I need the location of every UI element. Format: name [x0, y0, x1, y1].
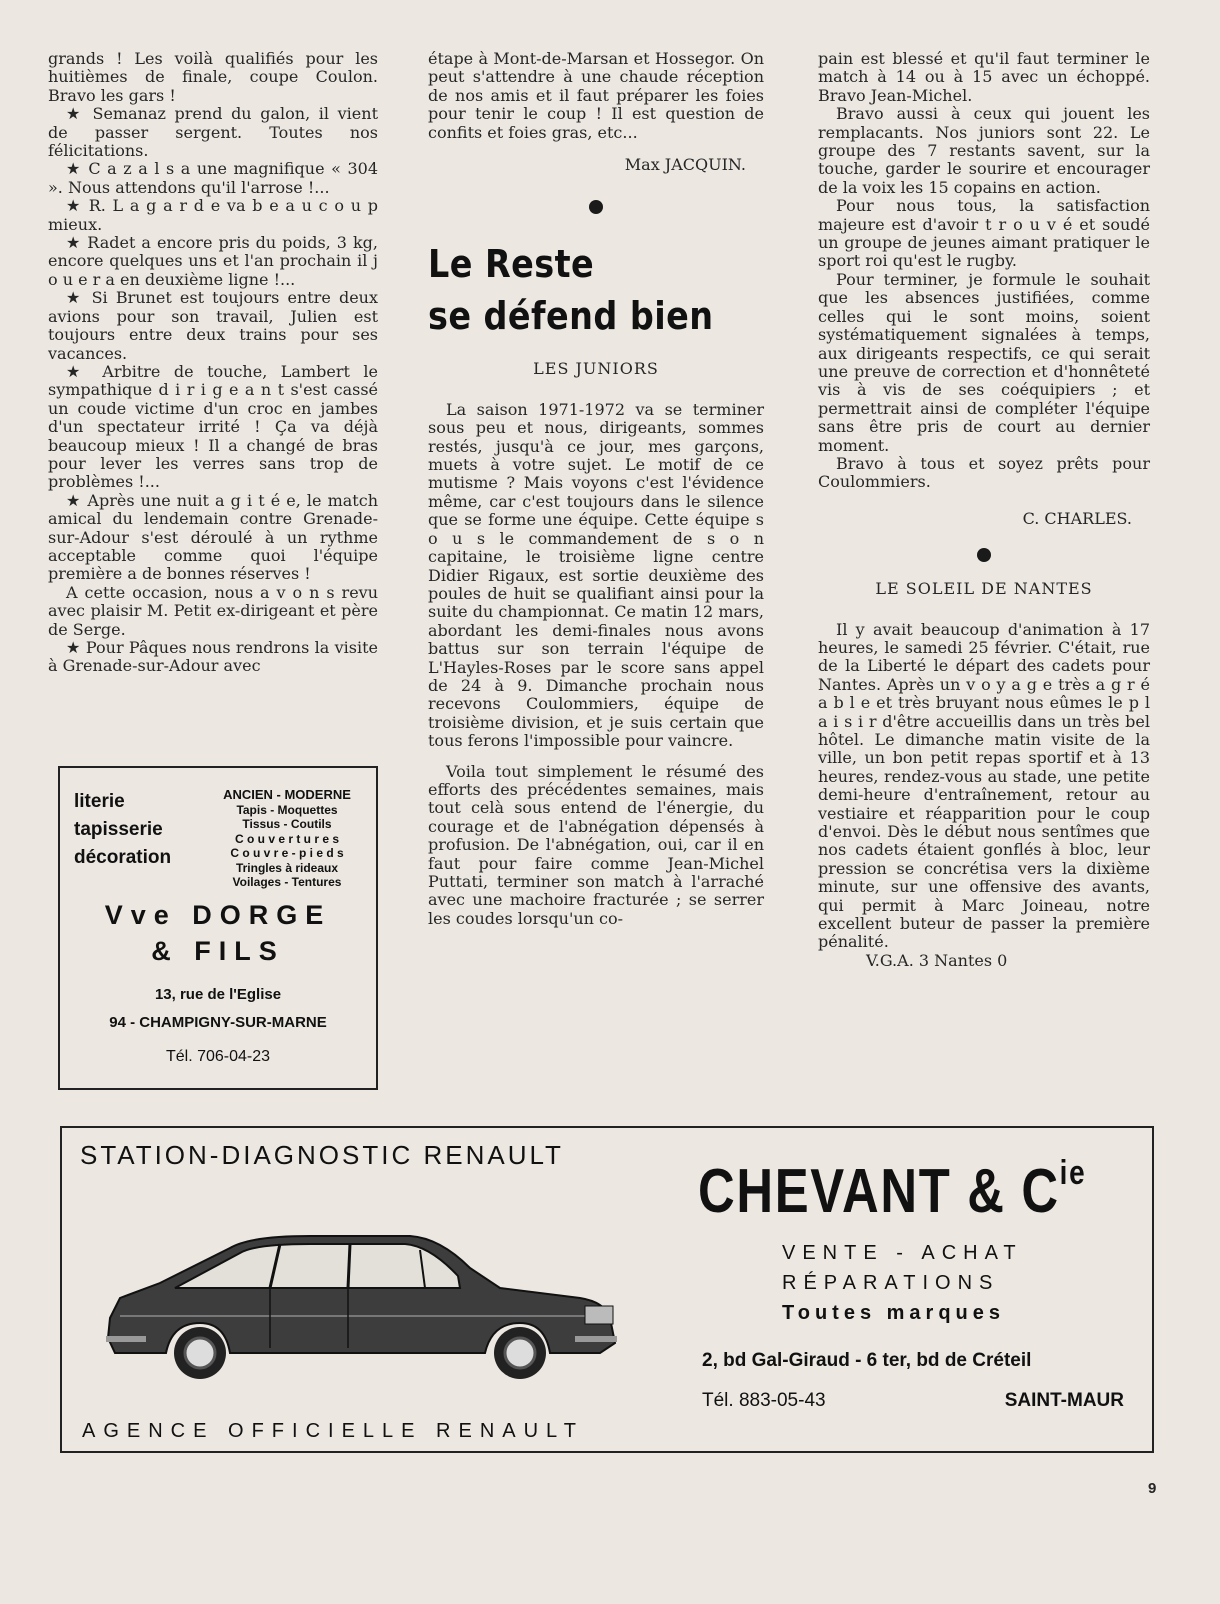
- col3-paragraph: pain est blessé et qu'il faut terminer le match à 14 ou à 15 avec un échoppé. Bravo Jean-Michel.: [818, 49, 1150, 105]
- headline-line-1: Le Reste: [428, 242, 595, 287]
- subhead-nantes: LE SOLEIL DE NANTES: [875, 579, 1093, 599]
- service-vente-achat: VENTE - ACHAT: [782, 1242, 1023, 1264]
- col2-paragraph: La saison 1971-1972 va se terminer sous peu et nous, dirigeants, sommes restés, jusqu'à ce jour, mes garçons, muets à votre sujet. Le motif de ce mutisme ? Mais voyons c'est l'évidence même, car c'est toujours dans le silence que se forme une équipe. Cette équipe s o u s le commandement de s o n capitaine, le troisième ligne centre Didier Rigaux, est sortie deuxième des poules de huit se qualifiant ainsi pour la suite du championnat. Ce matin 12 mars, abordant les demi-finales nous avons battus sur son terrain l'équipe de L'Hayles-Roses par le score sans appel de 24 à 9. Dimanche prochain nous recevons Coulommiers, équipe de troisième division, et je suis certain que tous ferons l'impossible pour vaincre.: [428, 399, 764, 751]
- col1-paragraph: ★ Après une nuit a g i t é e, le match amical du lendemain contre Grenade-sur-Adour s'est déroulé à un rythme acceptable comme quoi l'équipe première a de bonnes réserves !: [48, 490, 378, 584]
- headline-line-2: se défend bien: [428, 294, 714, 339]
- col1-paragraph: ★ Semanaz prend du galon, il vient de passer sergent. Toutes nos félicitations.: [48, 104, 378, 161]
- service-toutes-marques: Toutes marques: [782, 1302, 1005, 1324]
- col1-paragraph: ★ Radet a encore pris du poids, 3 kg, encore quelques uns et l'an prochain il j o u e r a en deuxième ligne !...: [48, 233, 378, 289]
- ad-company-name: CHEVANT & $C^{ie}$: [698, 1154, 1087, 1226]
- ad-dorge-city: 94 - CHAMPIGNY-SUR-MARNE: [109, 1014, 327, 1031]
- product-line: Voilages - Tentures: [232, 875, 342, 889]
- service-reparations: RÉPARATIONS: [782, 1272, 1000, 1294]
- match-score: V.G.A. 3 Nantes 0: [866, 950, 1008, 970]
- col2-paragraph: Voila tout simplement le résumé des efforts des précédentes semaines, mais tout celà sous entend de l'énergie, du courage et de l'abnégation dépensés à profusion. De l'abnégation, oui, car il en faut pour faire comme Jean-Michel Puttati, terminer son match à l'arraché avec une machoire fracturée ; se serrer les coudes lorsqu'un co-: [428, 761, 764, 928]
- col1-paragraph: ★ Arbitre de touche, Lambert le sympathique d i r i g e a n t s'est cassé un coude victime d'un croc en jambes d'un spectateur irrité ! Ça va déjà beaucoup mieux ! Il a changé de bras pour lever les verres sans trop de problèmes !...: [48, 361, 378, 492]
- product-line: Tringles à rideaux: [235, 860, 339, 875]
- col1-paragraph: ★ R. L a g a r d e va b e a u c o u p mieux.: [48, 196, 378, 234]
- subhead-juniors: LES JUNIORS: [533, 359, 659, 379]
- ad-dorge-categories: [74, 788, 171, 872]
- col3-paragraph: Bravo aussi à ceux qui jouent les remplacants. Nos juniors sont 22. Le groupe des 7 restants savent, sur la touche, garder le sourire et encourager de la voix les 15 copains en action.: [818, 104, 1150, 197]
- page-number: 9: [1148, 1480, 1157, 1497]
- section-bullet: [589, 200, 603, 214]
- column-1: [48, 50, 378, 676]
- category-literie: literie: [74, 791, 125, 812]
- ad-dorge-name: Vve DORGE: [104, 900, 332, 930]
- col2-intro: étape à Mont-de-Marsan et Hossegor. On peut s'attendre à une chaude réception de nos amis et il faut préparer les foies pour tenir le coup ! Il est question de confits et foies gras, etc...: [428, 49, 764, 142]
- ad-dorge-products: [212, 788, 362, 890]
- article-headline: [428, 238, 724, 342]
- ad-dorge-address: 13, rue de l'Eglise: [154, 986, 282, 1003]
- section-bullet: [977, 548, 991, 562]
- ad-renault-chevant: [60, 1126, 1154, 1453]
- category-tapisserie: tapisserie: [74, 819, 163, 840]
- ad-dorge-phone: Tél. 706-04-23: [165, 1048, 271, 1065]
- ad-renault-phone: Tél. 883-05-43: [702, 1390, 826, 1411]
- product-line: Tapis - Moquettes: [236, 802, 338, 817]
- renault-car-illustration: [80, 1188, 640, 1388]
- signature-jacquin: Max JACQUIN.: [624, 155, 746, 175]
- col1-paragraph: A cette occasion, nous a v o n s revu avec plaisir M. Petit ex-dirigeant et père de Serge.: [48, 582, 378, 639]
- col3-paragraph: Il y avait beaucoup d'animation à 17 heures, le samedi 25 février. C'était, rue de la Liberté le départ des cadets pour Nantes. Après un v o y a g e très a g r é a b l e et très bruyant nous eûmes le p l a i s i r d'être accueillis dans un très bel hôtel. Le dimanche matin visite de la ville, un bon petit repas sportif et à 13 heures, rendez-vous au stade, une petite demi-heure d'entraînement, retour au vestiaire et réapparition pour le coup d'envoi. Dès le début nous sentîmes que nos cadets étaient gonflés à bloc, leur pression se concrétisa vers la dixième minute, sur une offensive des avants, qui permit à Marc Joineau, notre excellent buteur de passer la première pénalité.: [818, 619, 1150, 952]
- signature-charles: C. CHARLES.: [1022, 508, 1132, 528]
- ad-station-title: STATION-DIAGNOSTIC RENAULT: [80, 1140, 564, 1170]
- col1-paragraph: ★ C a z a l s a une magnifique « 304 ». Nous attendons qu'il l'arrose !...: [48, 159, 378, 197]
- col1-paragraph: ★ Pour Pâques nous rendrons la visite à Grenade-sur-Adour avec: [48, 638, 378, 676]
- col1-paragraph: ★ Si Brunet est toujours entre deux avions pour son travail, Julien est toujours entre deux trains pour ses vacances.: [48, 288, 378, 363]
- ad-dorge-fils: & FILS: [151, 936, 285, 966]
- product-line: Tissus - Coutils: [242, 817, 332, 831]
- product-line: ANCIEN - MODERNE: [223, 787, 351, 802]
- ad-renault-address: 2, bd Gal-Giraud - 6 ter, bd de Créteil: [702, 1350, 1032, 1371]
- category-decoration: décoration: [74, 847, 172, 868]
- column-3: [818, 50, 1150, 970]
- col3-paragraph: Pour nous tous, la satisfaction majeure est d'avoir t r o u v é et soudé un groupe de jeunes aimant pratiquer le sport roi qu'est le rugby.: [818, 196, 1150, 271]
- col1-paragraph: grands ! Les voilà qualifiés pour les huitièmes de finale, coupe Coulon. Bravo les gars !: [48, 49, 378, 105]
- col3-paragraph: Bravo à tous et soyez prêts pour Coulommiers.: [818, 453, 1150, 492]
- ad-dorge-fils: [58, 766, 378, 1090]
- ad-renault-city: SAINT-MAUR: [1004, 1390, 1124, 1411]
- column-2: [428, 50, 764, 928]
- ad-agence-officielle: AGENCE OFFICIELLE RENAULT: [82, 1420, 584, 1442]
- product-line: C o u v r e - p i e d s: [230, 846, 344, 860]
- col3-paragraph: Pour terminer, je formule le souhait que les absences justifiées, comme celles qui le sont moins, soient systématiquement signalées à temps, aux dirigeants respectifs, ce qui serait une preuve de correction et d'honnêteté vis à vis de ses coéquipiers ; et permettrait ainsi de compléter l'équipe sans être pris de court au dernier moment.: [818, 269, 1150, 455]
- product-line: C o u v e r t u r e s: [234, 831, 340, 846]
